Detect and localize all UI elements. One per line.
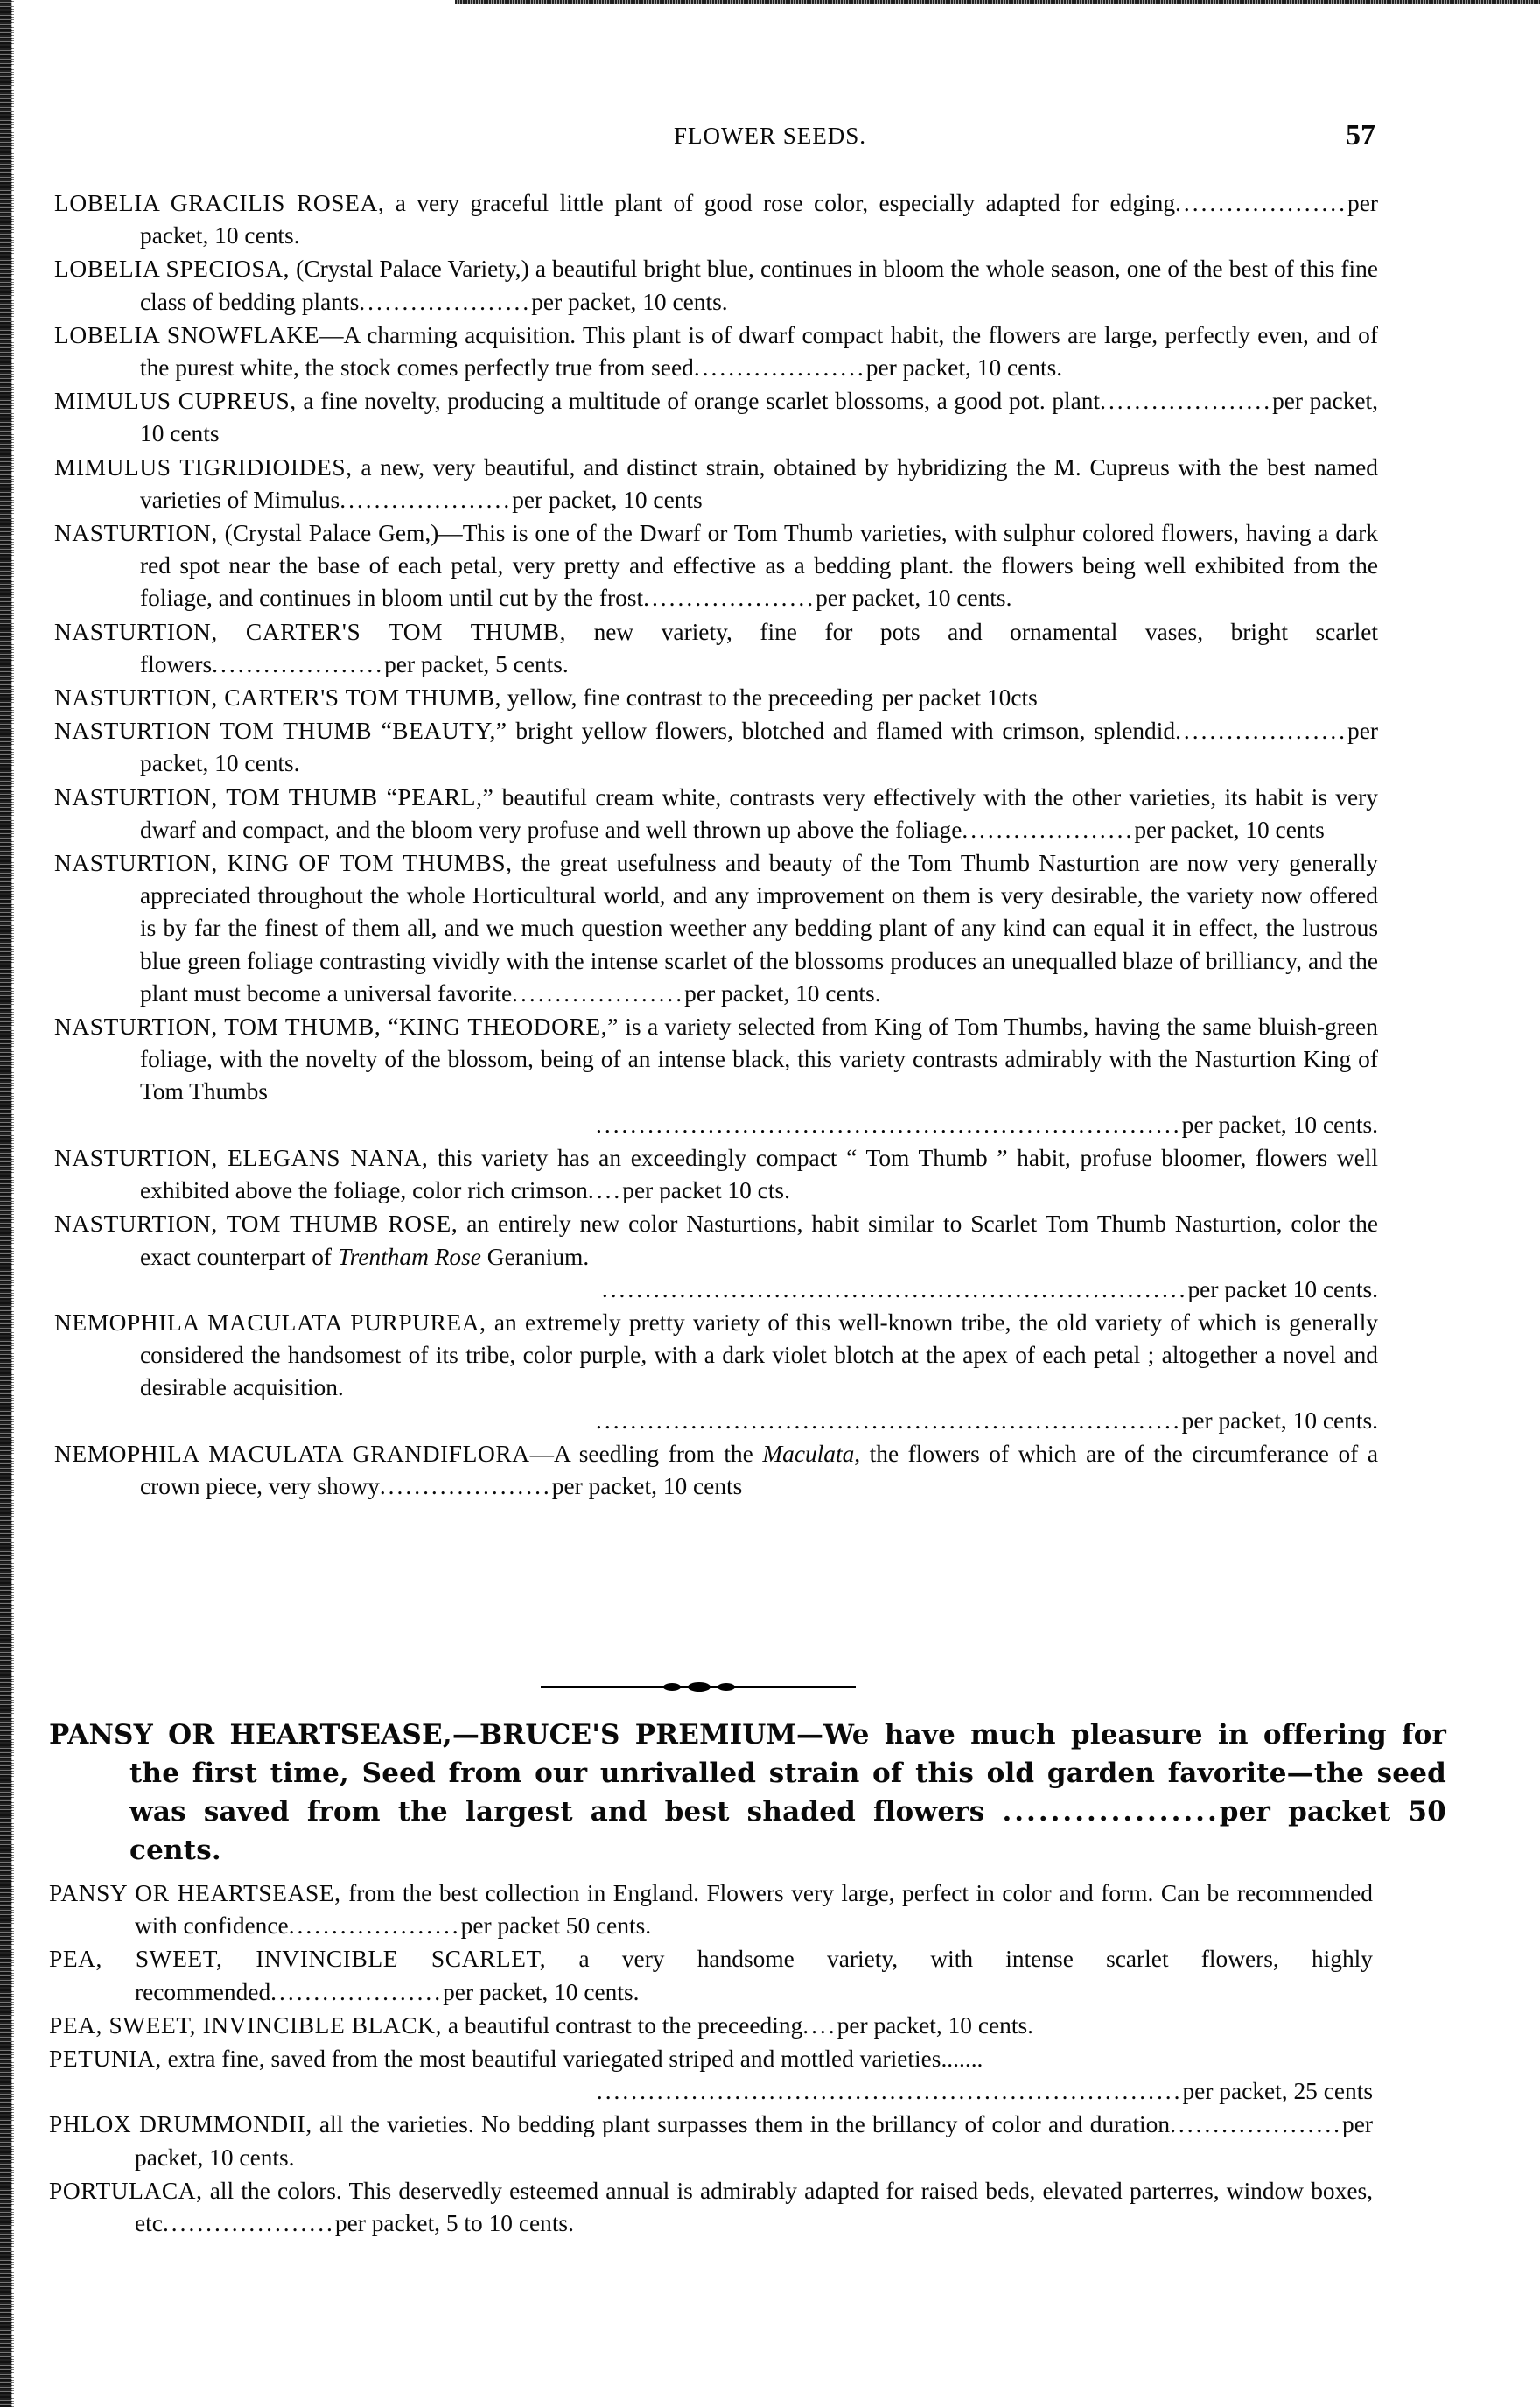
- seed-name: NASTURTION, CARTER'S TOM THUMB,: [54, 618, 567, 645]
- seed-description: beautiful cream white, contrasts very effectively with the other varieties, its habit is very dwarf and compact, and the bloom very profuse and well thrown up above the foliage: [140, 783, 1378, 843]
- leader-dots: ....................: [288, 1912, 461, 1940]
- seed-price: per packet, 10 cents.: [684, 979, 881, 1007]
- leader-dots: ....................: [1170, 2111, 1343, 2138]
- rule-bead-left: [663, 1683, 681, 1691]
- seed-name: PEA, SWEET, INVINCIBLE SCARLET,: [49, 1946, 547, 1973]
- seed-description: the great usefulness and beauty of the Tom Thumb Nasturtion are now very generally appreciated throughout the whole Horticultural world, and any improvement on them is very desirable, the variety now offered is by far the finest of them all, and we much question weether any bedding plant of any kind can equal it in effect, the lustrous blue green foliage contrasting vividly with the intense scarlet of the blossoms produces an unequalled blaze of brilliancy, and the plant must become a universal favorite: [140, 850, 1378, 1007]
- leader-dots: ....................: [512, 979, 685, 1007]
- leader-dots: ....................: [359, 288, 532, 315]
- seed-description: extra fine, saved from the most beautiful variegated striped and mottled varieties.......: [161, 2046, 984, 2073]
- seed-description: all the colors. This deservedly esteemed annual is admirably adapted for raised beds, elevated parterres, window boxes, etc: [135, 2177, 1373, 2237]
- seed-name: MIMULUS CUPREUS,: [54, 388, 297, 415]
- seed-price: per packet, 10 cents.: [135, 2111, 1373, 2171]
- seed-description: from the best collection in England. Flowers very large, perfect in color and form. Can be recommended with confidence: [135, 1880, 1373, 1940]
- seed-price: per packet, 10 cents: [140, 388, 1378, 447]
- seed-price: per packet, 10 cents.: [865, 354, 1063, 382]
- seed-entry: [54, 847, 1378, 1010]
- leader-dots: ....: [587, 1177, 623, 1204]
- seed-name: NASTURTION TOM THUMB “BEAUTY,”: [54, 718, 508, 745]
- seed-entry: [54, 452, 1378, 516]
- seed-price: per packet, 10 cents: [512, 486, 703, 513]
- seed-description: a new, very beautiful, and distinct strain, obtained by hybridizing the M. Cupreus with the best named varieties of Mimulus: [140, 453, 1378, 513]
- seed-name: LOBELIA SNOWFLAKE: [54, 321, 320, 348]
- price-line: [140, 1274, 1378, 1306]
- ornamental-rule-icon: [541, 1682, 856, 1691]
- seed-name: NEMOPHILA MACULATA PURPUREA,: [54, 1309, 486, 1336]
- leader-dots: ....................: [212, 650, 385, 677]
- leader-dots: ....................................................................: [596, 2078, 1183, 2105]
- seed-name: PANSY OR HEARTSEASE,: [49, 1880, 341, 1906]
- premium-leader-dots: ..................: [1002, 1796, 1220, 1828]
- seed-price: per packet, 5 cents.: [384, 650, 569, 677]
- price-line: [140, 1109, 1378, 1141]
- page-number: 57: [1346, 119, 1376, 151]
- seed-entry: [54, 253, 1378, 318]
- seed-italic-term: Maculata: [762, 1440, 855, 1467]
- seed-name: NASTURTION, TOM THUMB ROSE,: [54, 1211, 458, 1238]
- seed-description-continued: Geranium.: [480, 1243, 590, 1270]
- leader-dots: ....................: [379, 1472, 552, 1499]
- seed-name: LOBELIA GRACILIS ROSEA,: [54, 190, 385, 216]
- seed-entry: [49, 1943, 1373, 2008]
- seed-description: a very graceful little plant of good rose color, especially adapted for edging: [384, 190, 1176, 216]
- seed-entry: [54, 782, 1378, 846]
- seed-entry: [54, 187, 1378, 252]
- seed-price: per packet, 5 to 10 cents.: [334, 2210, 574, 2237]
- seed-description-continued: , the flowers of which are of the circumferance of a crown piece, very showy: [140, 1440, 1378, 1499]
- seed-description: bright yellow flowers, blotched and flamed with crimson, splendid: [507, 718, 1176, 745]
- seed-entry: [54, 1011, 1378, 1141]
- seed-italic-term: Trentham Rose: [337, 1243, 481, 1270]
- seed-entry-list-2: [49, 1877, 1373, 2241]
- seed-description: new variety, fine for pots and ornamental vases, bright scarlet flowers: [140, 618, 1378, 677]
- seed-description: a beautiful contrast to the preceeding: [442, 2011, 803, 2039]
- seed-description: yellow, fine contrast to the preceeding: [501, 684, 873, 712]
- page-header: [0, 119, 1540, 158]
- seed-description: —A seedling from the: [529, 1440, 763, 1467]
- premium-description: —We have much pleasure in offering for the first time, Seed from our unrivalled strain of this old garden favorite—the seed was saved from the largest and best shaded flowers: [130, 1719, 1447, 1828]
- seed-entry: [54, 1438, 1378, 1503]
- leader-dots: ....................: [1100, 388, 1273, 415]
- seed-entry: [54, 1208, 1378, 1306]
- seed-name: NASTURTION, CARTER'S TOM THUMB,: [54, 684, 502, 712]
- seed-entry: [54, 715, 1378, 780]
- leader-dots: ....: [802, 2011, 837, 2039]
- leader-dots: ....................................................................: [596, 1111, 1182, 1138]
- price-line: [140, 1405, 1378, 1437]
- leader-dots: ....................: [962, 816, 1135, 843]
- seed-name: NASTURTION, ELEGANS NANA,: [54, 1144, 429, 1171]
- seed-price: per packet, 10 cents.: [140, 190, 1378, 249]
- leader-dots: ....................: [340, 486, 513, 513]
- leader-dots: ....................: [1175, 190, 1348, 216]
- seed-description: all the varieties. No bedding plant surpasses them in the brillancy of color and duration: [312, 2111, 1171, 2138]
- leader-dots: ....................: [1175, 718, 1348, 745]
- seed-description: (Crystal Palace Gem,)—This is one of the Dwarf or Tom Thumb varieties, with sulphur colored flowers, having a dark red spot near the base of each petal, very pretty and effective as a bedding plant. the flowers being well exhibited from the foliage, and continues in bloom until cut by the frost: [140, 520, 1378, 612]
- seed-price: per packet, 10 cents.: [816, 585, 1012, 612]
- seed-price: per packet, 10 cents: [551, 1472, 743, 1499]
- seed-name: NASTURTION, KING OF TOM THUMBS,: [54, 850, 513, 877]
- leader-dots: ....................: [643, 585, 816, 612]
- seed-entry: [54, 517, 1378, 615]
- leader-dots: ....................: [693, 354, 866, 382]
- seed-entry: [54, 319, 1378, 384]
- leader-dots: ....................................................................: [596, 1407, 1182, 1434]
- seed-price: per packet, 10 cents.: [140, 718, 1378, 777]
- seed-description: a fine novelty, producing a multitude of orange scarlet blossoms, a good pot. plant: [296, 388, 1101, 415]
- seed-price: per packet, 10 cents.: [1181, 1111, 1378, 1138]
- seed-description: a very handsome variety, with intense scarlet flowers, highly recommended: [135, 1946, 1373, 2005]
- premium-price: per packet 50 cents.: [130, 1796, 1447, 1866]
- seed-description: an extremely pretty variety of this well-known tribe, the old variety of which is generally considered the handsomest of its tribe, color purple, with a dark violet blotch at the apex of each petal ; altogether a novel and desirable acquisition.: [140, 1309, 1378, 1401]
- seed-name: PHLOX DRUMMONDII,: [49, 2111, 312, 2138]
- seed-entry: [54, 682, 1378, 714]
- seed-name: PEA, SWEET, INVINCIBLE BLACK,: [49, 2011, 443, 2039]
- rule-bead-right: [718, 1683, 735, 1691]
- rule-bead-center: [688, 1682, 710, 1692]
- seed-description: is a variety selected from King of Tom Thumbs, having the same bluish-green foliage, with the novelty of the blossom, being of an intense black, this variety contrasts admirably with the Nasturtion King of Tom Thumbs: [140, 1014, 1378, 1105]
- seed-entry: [54, 616, 1378, 681]
- seed-entry: [54, 1142, 1378, 1207]
- page-top-edge: [455, 0, 1540, 4]
- seed-entry: [49, 1877, 1373, 1942]
- seed-entry-list: [54, 187, 1378, 1504]
- seed-name: LOBELIA SPECIOSA,: [54, 256, 290, 283]
- leader-dots: [873, 684, 882, 711]
- seed-price: per packet, 10 cents.: [443, 1978, 640, 2005]
- premium-name: PANSY OR HEARTSEASE,—BRUCE'S PREMIUM: [49, 1719, 797, 1751]
- running-head: FLOWER SEEDS.: [673, 123, 866, 149]
- leader-dots: ....................: [270, 1978, 444, 2005]
- seed-price: per packet, 10 cents.: [531, 288, 728, 315]
- seed-entry: [54, 385, 1378, 450]
- leader-dots: ....................: [162, 2210, 335, 2237]
- seed-entry: [49, 2043, 1373, 2108]
- seed-name: MIMULUS TIGRIDIOIDES,: [54, 453, 353, 481]
- seed-name: PETUNIA,: [49, 2046, 162, 2073]
- seed-entry: [49, 2109, 1373, 2173]
- seed-name: NASTURTION,: [54, 520, 218, 547]
- seed-description: (Crystal Palace Variety,) a beautiful bright blue, continues in bloom the whole season, one of the best of this fine class of bedding plants: [140, 256, 1378, 315]
- seed-entry: [49, 2010, 1373, 2042]
- seed-name: NEMOPHILA MACULATA GRANDIFLORA: [54, 1440, 530, 1467]
- seed-name: NASTURTION, TOM THUMB “PEARL,”: [54, 783, 494, 811]
- seed-price: per packet 10cts: [881, 684, 1038, 712]
- seed-description: this variety has an exceedingly compact “ Tom Thumb ” habit, profuse bloomer, flowers well exhibited above the foliage, color rich crimson: [140, 1144, 1378, 1204]
- seed-name: NASTURTION, TOM THUMB, “KING THEODORE,”: [54, 1014, 619, 1041]
- price-line: [135, 2075, 1373, 2108]
- seed-name: PORTULACA,: [49, 2177, 203, 2204]
- seed-price: per packet 10 cts.: [622, 1177, 790, 1204]
- seed-price: per packet, 25 cents: [1182, 2078, 1373, 2105]
- seed-price: per packet, 10 cents.: [1181, 1407, 1378, 1434]
- seed-entry: [49, 2175, 1373, 2240]
- seed-description: —A charming acquisition. This plant is of dwarf compact habit, the flowers are large, perfectly even, and of the purest white, the stock comes perfectly true from seed: [140, 321, 1378, 382]
- seed-price: per packet 50 cents.: [460, 1912, 652, 1940]
- seed-price: per packet, 10 cents.: [836, 2011, 1033, 2039]
- seed-price: per packet 10 cents.: [1187, 1275, 1378, 1302]
- seed-entry: [54, 1307, 1378, 1437]
- seed-description: an entirely new color Nasturtions, habit similar to Scarlet Tom Thumb Nasturtion, color the exact counterpart of: [140, 1211, 1378, 1270]
- seed-price: per packet, 10 cents: [1134, 816, 1325, 843]
- page-binding-shadow: [10, 0, 14, 2407]
- leader-dots: ....................................................................: [601, 1275, 1188, 1302]
- premium-entry: [49, 1716, 1446, 1870]
